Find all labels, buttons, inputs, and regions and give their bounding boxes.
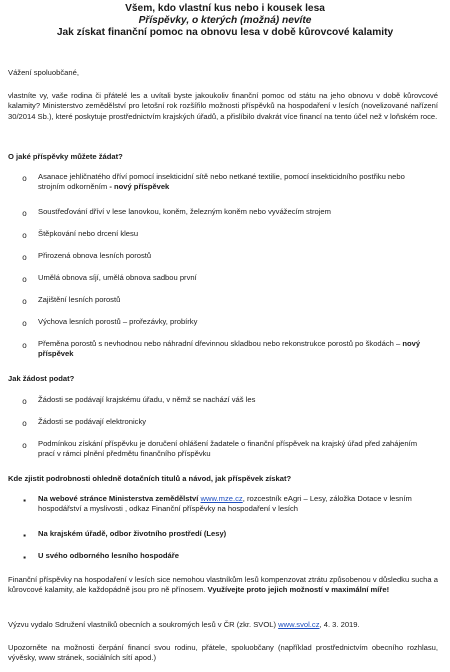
footer-note: Upozorněte na možnosti čerpání financí svou rodinu, přátele, spoluobčany (například prostřednictvím obecního rozhlasu, vývěsky, www stránek, sociálních sítí apod.) bbox=[8, 643, 438, 663]
list-item: Zajištění lesních porostů bbox=[38, 295, 121, 304]
issuer-line bbox=[8, 620, 438, 630]
bullet-icon bbox=[20, 441, 29, 450]
list-item: Žádosti se podávají elektronicky bbox=[38, 417, 147, 426]
list-item-text: Asanace jehličnatého dříví pomocí insekticidní sítě nebo netkané textilie, pomocí insekticidního postřiku nebo strojním odkorněním bbox=[38, 172, 405, 192]
list-item-text: , rozcestník eAgri – Lesy, záložka Dotace v lesním hospodářství a myslivosti , odkaz Finanční příspěvky na hospodaření v lesích bbox=[38, 494, 412, 514]
new-contribution-label: - nový příspěvek bbox=[107, 182, 170, 192]
list-item bbox=[38, 172, 433, 193]
title-line-3: Jak získat finanční pomoc na obnovu lesa v době kůrovcové kalamity bbox=[56, 27, 394, 38]
section-heading-contributions: O jaké příspěvky můžete žádat? bbox=[8, 152, 123, 161]
greeting: Vážení spoluobčané, bbox=[8, 68, 79, 77]
bullet-icon bbox=[20, 209, 29, 218]
bullet-icon bbox=[20, 275, 29, 284]
closing-emphasis: Využívejte proto jejich možností v maximální míře! bbox=[207, 585, 390, 595]
bullet-icon bbox=[20, 297, 29, 306]
bullet-icon bbox=[20, 253, 29, 262]
mze-link[interactable]: www.mze.cz bbox=[200, 494, 243, 503]
closing-text: Finanční příspěvky na hospodaření v lesích sice nemohou vlastníkům lesů kompenzovat ztrátu způsobenou v důsledku sucha a kůrovcové kalamity, ale každopádně jsou pro ně přínosem. bbox=[8, 575, 438, 595]
bullet-icon bbox=[20, 397, 29, 406]
svol-link[interactable]: www.svol.cz bbox=[278, 620, 320, 629]
list-item-text: Přeměna porostů s nevhodnou nebo náhradní dřevinnou skladbou nebo rekonstrukce porostů po škodách – bbox=[38, 339, 401, 348]
closing-paragraph bbox=[8, 575, 438, 596]
square-bullet-icon: ▪ bbox=[23, 496, 26, 505]
bullet-icon bbox=[20, 419, 29, 428]
section-heading-details: Kde zjistit podrobnosti ohledně dotačních titulů a návod, jak příspěvek získat? bbox=[8, 474, 292, 483]
section-heading-how-to-apply: Jak žádost podat? bbox=[8, 374, 75, 383]
list-item: Umělá obnova síjí, umělá obnova sadbou první bbox=[38, 273, 197, 282]
list-item: Přirozená obnova lesních porostů bbox=[38, 251, 152, 260]
bullet-icon bbox=[20, 319, 29, 328]
list-item: Štěpkování nebo drcení klesu bbox=[38, 229, 139, 238]
list-item: Na krajském úřadě, odbor životního prostředí (Lesy) bbox=[38, 529, 227, 538]
list-item bbox=[38, 339, 433, 360]
bullet-icon bbox=[20, 341, 29, 350]
intro-paragraph: vlastníte vy, vaše rodina či přátelé les a uvítali byste jakoukoliv finanční pomoc od státu na jeho obnovu v době kůrovcové kalamity? Ministerstvo zemědělství pro letošní rok rozšířilo možnosti příspěvků na hospodaření v lesích (novelizované nařízení 30/2014 Sb.), které poskytuje prostřednictvím krajských úřadů, a přislíbilo dvakrát více financí na tento účel než v loňském roce. bbox=[8, 91, 438, 121]
title-line-1: Všem, kdo vlastní kus nebo i kousek lesa bbox=[125, 3, 325, 14]
square-bullet-icon: ▪ bbox=[23, 531, 26, 540]
bullet-icon bbox=[20, 174, 29, 183]
title-line-2: Příspěvky, o kterých (možná) nevíte bbox=[138, 15, 312, 26]
issue-date: , 4. 3. 2019. bbox=[319, 620, 360, 629]
issuer-text: Výzvu vydalo Sdružení vlastníků obecních a soukromých lesů v ČR (zkr. SVOL) bbox=[8, 620, 277, 629]
list-item bbox=[38, 494, 433, 515]
square-bullet-icon: ▪ bbox=[23, 553, 26, 562]
list-item: Výchova lesních porostů – prořezávky, probírky bbox=[38, 317, 198, 326]
new-contribution-label: nový příspěvek bbox=[38, 339, 421, 359]
bullet-icon bbox=[20, 231, 29, 240]
list-item: Soustřeďování dříví v lese lanovkou, koněm, železným koněm nebo vyvážecím strojem bbox=[38, 207, 331, 216]
list-item: Žádosti se podávají krajskému úřadu, v němž se nachází váš les bbox=[38, 395, 256, 404]
ministry-label: Na webové stránce Ministerstva zemědělství bbox=[38, 494, 199, 503]
list-item: Podmínkou získání příspěvku je doručení ohlášení žadatele o finanční příspěvek na krajský úřad před zahájením prací v rámci plnění předmětu finančního příspěvku bbox=[38, 439, 418, 459]
list-item: U svého odborného lesního hospodáře bbox=[38, 551, 179, 560]
